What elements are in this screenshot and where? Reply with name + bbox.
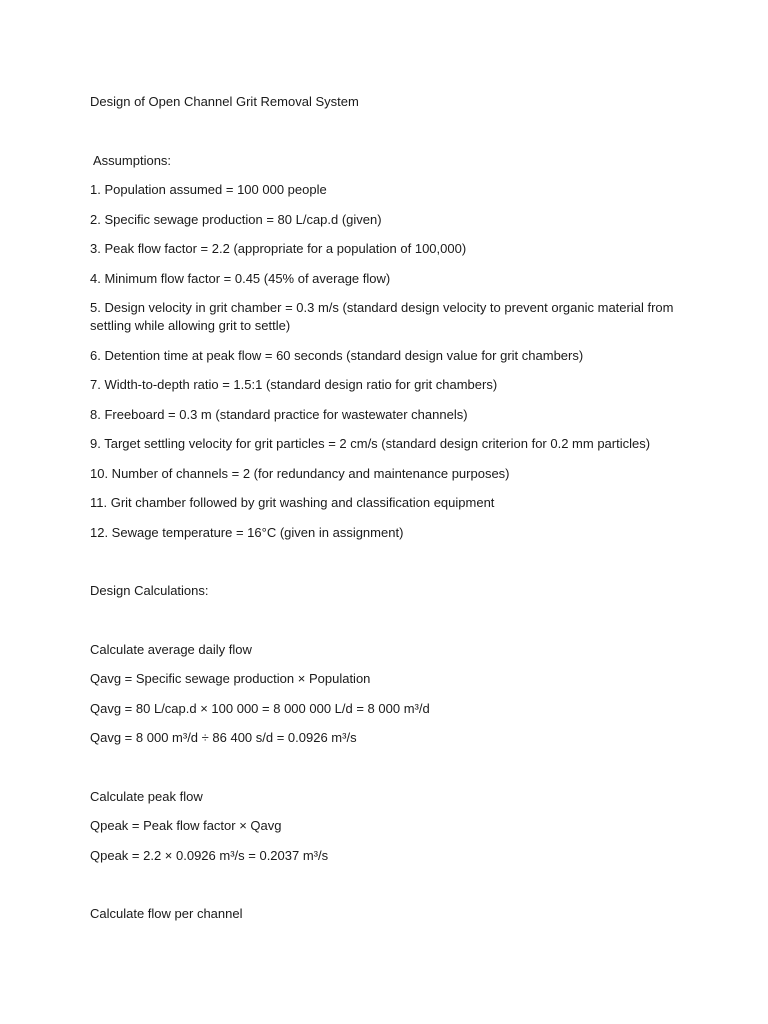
assumption-item: 4. Minimum flow factor = 0.45 (45% of average flow) — [90, 270, 391, 286]
equation-line: Qavg = 8 000 m³/d ÷ 86 400 s/d = 0.0926 m³/s — [90, 730, 357, 745]
document-title: Design of Open Channel Grit Removal System — [90, 94, 359, 109]
spacer — [90, 553, 680, 582]
equation-line: Qavg = 80 L/cap.d × 100 000 = 8 000 000 L/d = 8 000 m³/d — [90, 700, 430, 716]
equation-line: Qpeak = 2.2 × 0.0926 m³/s = 0.2037 m³/s — [90, 847, 329, 863]
assumption-item: 12. Sewage temperature = 16°C (given in assignment) — [90, 524, 404, 540]
avg-flow-heading: Calculate average daily flow — [90, 641, 252, 657]
assumption-item: 6. Detention time at peak flow = 60 seconds (standard design value for grit chambers) — [90, 347, 584, 363]
assumption-item: 11. Grit chamber followed by grit washing and classification equipment — [90, 495, 495, 510]
assumption-item: 10. Number of channels = 2 (for redundancy and maintenance purposes) — [90, 465, 510, 481]
calculations-heading: Design Calculations: — [90, 583, 209, 598]
channel-flow-heading: Calculate flow per channel — [90, 906, 243, 921]
peak-flow-heading: Calculate peak flow — [90, 788, 203, 804]
spacer — [90, 612, 680, 641]
equation-line: Qpeak = Peak flow factor × Qavg — [90, 818, 282, 833]
assumption-item: 5. Design velocity in grit chamber = 0.3 m/s (standard design velocity to prevent organic material from settling while allowing grit to settle) — [90, 300, 674, 333]
assumptions-heading: Assumptions: — [93, 152, 172, 168]
assumption-item: 2. Specific sewage production = 80 L/cap.d (given) — [90, 211, 382, 227]
assumption-item: 3. Peak flow factor = 2.2 (appropriate for a population of 100,000) — [90, 241, 467, 256]
equation-line: Qavg = Specific sewage production × Population — [90, 671, 371, 686]
assumption-item: 8. Freeboard = 0.3 m (standard practice for wastewater channels) — [90, 406, 468, 422]
assumption-item: 1. Population assumed = 100 000 people — [90, 182, 327, 197]
spacer — [90, 123, 680, 152]
spacer — [90, 759, 680, 788]
spacer — [90, 876, 680, 905]
document-body — [90, 93, 680, 935]
assumption-item: 9. Target settling velocity for grit particles = 2 cm/s (standard design criterion for 0.2 mm particles) — [90, 436, 651, 451]
assumption-item: 7. Width-to-depth ratio = 1.5:1 (standard design ratio for grit chambers) — [90, 377, 498, 392]
